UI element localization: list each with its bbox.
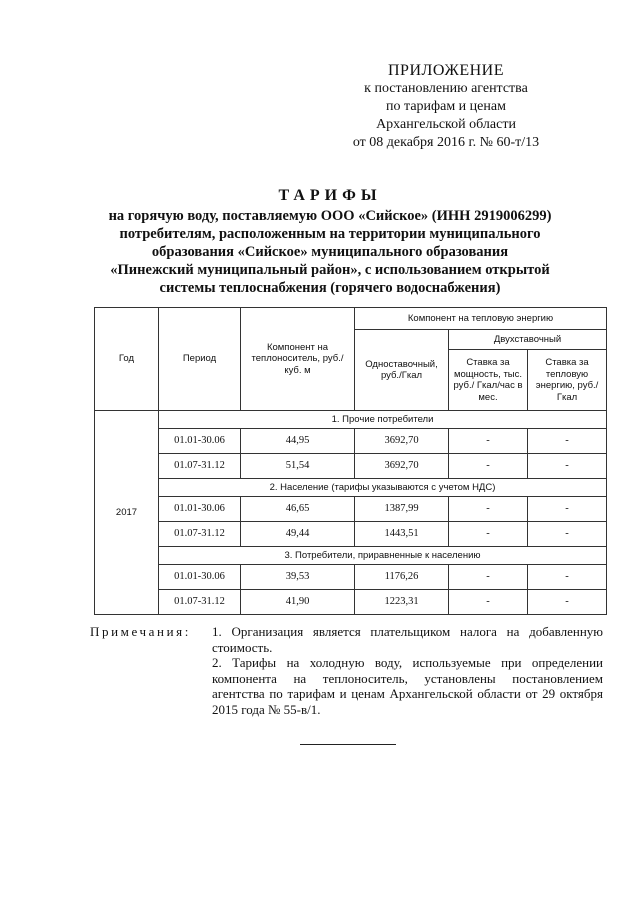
table-row <box>95 590 607 615</box>
closing-rule <box>300 744 396 745</box>
header-single-rate: Одноставочный, руб./Гкал <box>355 330 449 411</box>
period-cell: 01.07-31.12 <box>159 522 241 547</box>
energy-cell: - <box>528 429 607 454</box>
document-title: ТАРИФЫ <box>278 187 382 204</box>
appendix-date: от 08 декабря 2016 г. № 60-т/13 <box>352 135 540 150</box>
table-row <box>95 497 607 522</box>
period-cell: 01.01-30.06 <box>159 429 241 454</box>
energy-cell: - <box>528 454 607 479</box>
header-period: Период <box>159 308 241 411</box>
table-row <box>95 522 607 547</box>
header-capacity-rate: Ставка за мощность, тыс. руб./ Гкал/час в мес. <box>449 350 528 411</box>
header-energy-rate: Ставка за тепловую энергию, руб./Гкал <box>528 350 607 411</box>
appendix-block <box>326 62 566 152</box>
section-title: 3. Потребители, приравненные к населению <box>159 547 607 565</box>
heading-line: системы теплоснабжения (горячего водоснабжения) <box>159 280 501 296</box>
capacity-cell: - <box>449 522 528 547</box>
appendix-title: ПРИЛОЖЕНИЕ <box>387 62 504 79</box>
section-title: 1. Прочие потребители <box>159 411 607 429</box>
appendix-line: Архангельской области <box>376 117 516 132</box>
table-row <box>95 454 607 479</box>
single-rate-cell: 3692,70 <box>355 454 449 479</box>
heading-line: образования «Сийское» муниципального образования <box>151 244 509 260</box>
capacity-cell: - <box>449 497 528 522</box>
carrier-cell: 41,90 <box>241 590 355 615</box>
energy-cell: - <box>528 565 607 590</box>
carrier-cell: 39,53 <box>241 565 355 590</box>
energy-cell: - <box>528 522 607 547</box>
single-rate-cell: 1443,51 <box>355 522 449 547</box>
note-item: 1. Организация является плательщиком налога на добавленную стоимость. <box>212 624 603 655</box>
note-item: 2. Тарифы на холодную воду, используемые при определении компонента на теплоноситель, установлены постановлением агентства по тарифам и ценам Архангельской области от 29 октября 2015 года № 55-в/1. <box>212 655 603 717</box>
single-rate-cell: 1176,26 <box>355 565 449 590</box>
section-row <box>95 479 607 497</box>
single-rate-cell: 1223,31 <box>355 590 449 615</box>
appendix-line: по тарифам и ценам <box>386 99 506 114</box>
period-cell: 01.07-31.12 <box>159 590 241 615</box>
header-energy: Компонент на тепловую энергию <box>355 308 607 330</box>
document-heading <box>100 187 560 297</box>
appendix-line: к постановлению агентства <box>364 81 528 96</box>
capacity-cell: - <box>449 590 528 615</box>
year-cell: 2017 <box>95 411 159 615</box>
table-row <box>95 565 607 590</box>
single-rate-cell: 1387,99 <box>355 497 449 522</box>
notes-list <box>211 624 603 717</box>
section-title: 2. Население (тарифы указываются с учетом НДС) <box>159 479 607 497</box>
header-two-rate: Двухставочный <box>449 330 607 350</box>
energy-cell: - <box>528 497 607 522</box>
carrier-cell: 46,65 <box>241 497 355 522</box>
single-rate-cell: 3692,70 <box>355 429 449 454</box>
heading-line: потребителям, расположенным на территории муниципального <box>119 226 541 242</box>
heading-line: на горячую воду, поставляемую ООО «Сийское» (ИНН 2919006299) <box>108 208 552 224</box>
period-cell: 01.01-30.06 <box>159 497 241 522</box>
section-row <box>95 411 607 429</box>
capacity-cell: - <box>449 429 528 454</box>
energy-cell: - <box>528 590 607 615</box>
header-carrier: Компонент на теплоноситель, руб./куб. м <box>241 308 355 411</box>
carrier-cell: 49,44 <box>241 522 355 547</box>
carrier-cell: 51,54 <box>241 454 355 479</box>
period-cell: 01.07-31.12 <box>159 454 241 479</box>
section-row <box>95 547 607 565</box>
header-row <box>95 308 607 330</box>
tariff-table <box>94 307 607 615</box>
period-cell: 01.01-30.06 <box>159 565 241 590</box>
header-year: Год <box>95 308 159 411</box>
carrier-cell: 44,95 <box>241 429 355 454</box>
heading-line: «Пинежский муниципальный район», с использованием открытой <box>110 262 550 278</box>
table-row <box>95 429 607 454</box>
notes-label: Примечания: <box>90 624 191 639</box>
capacity-cell: - <box>449 565 528 590</box>
capacity-cell: - <box>449 454 528 479</box>
